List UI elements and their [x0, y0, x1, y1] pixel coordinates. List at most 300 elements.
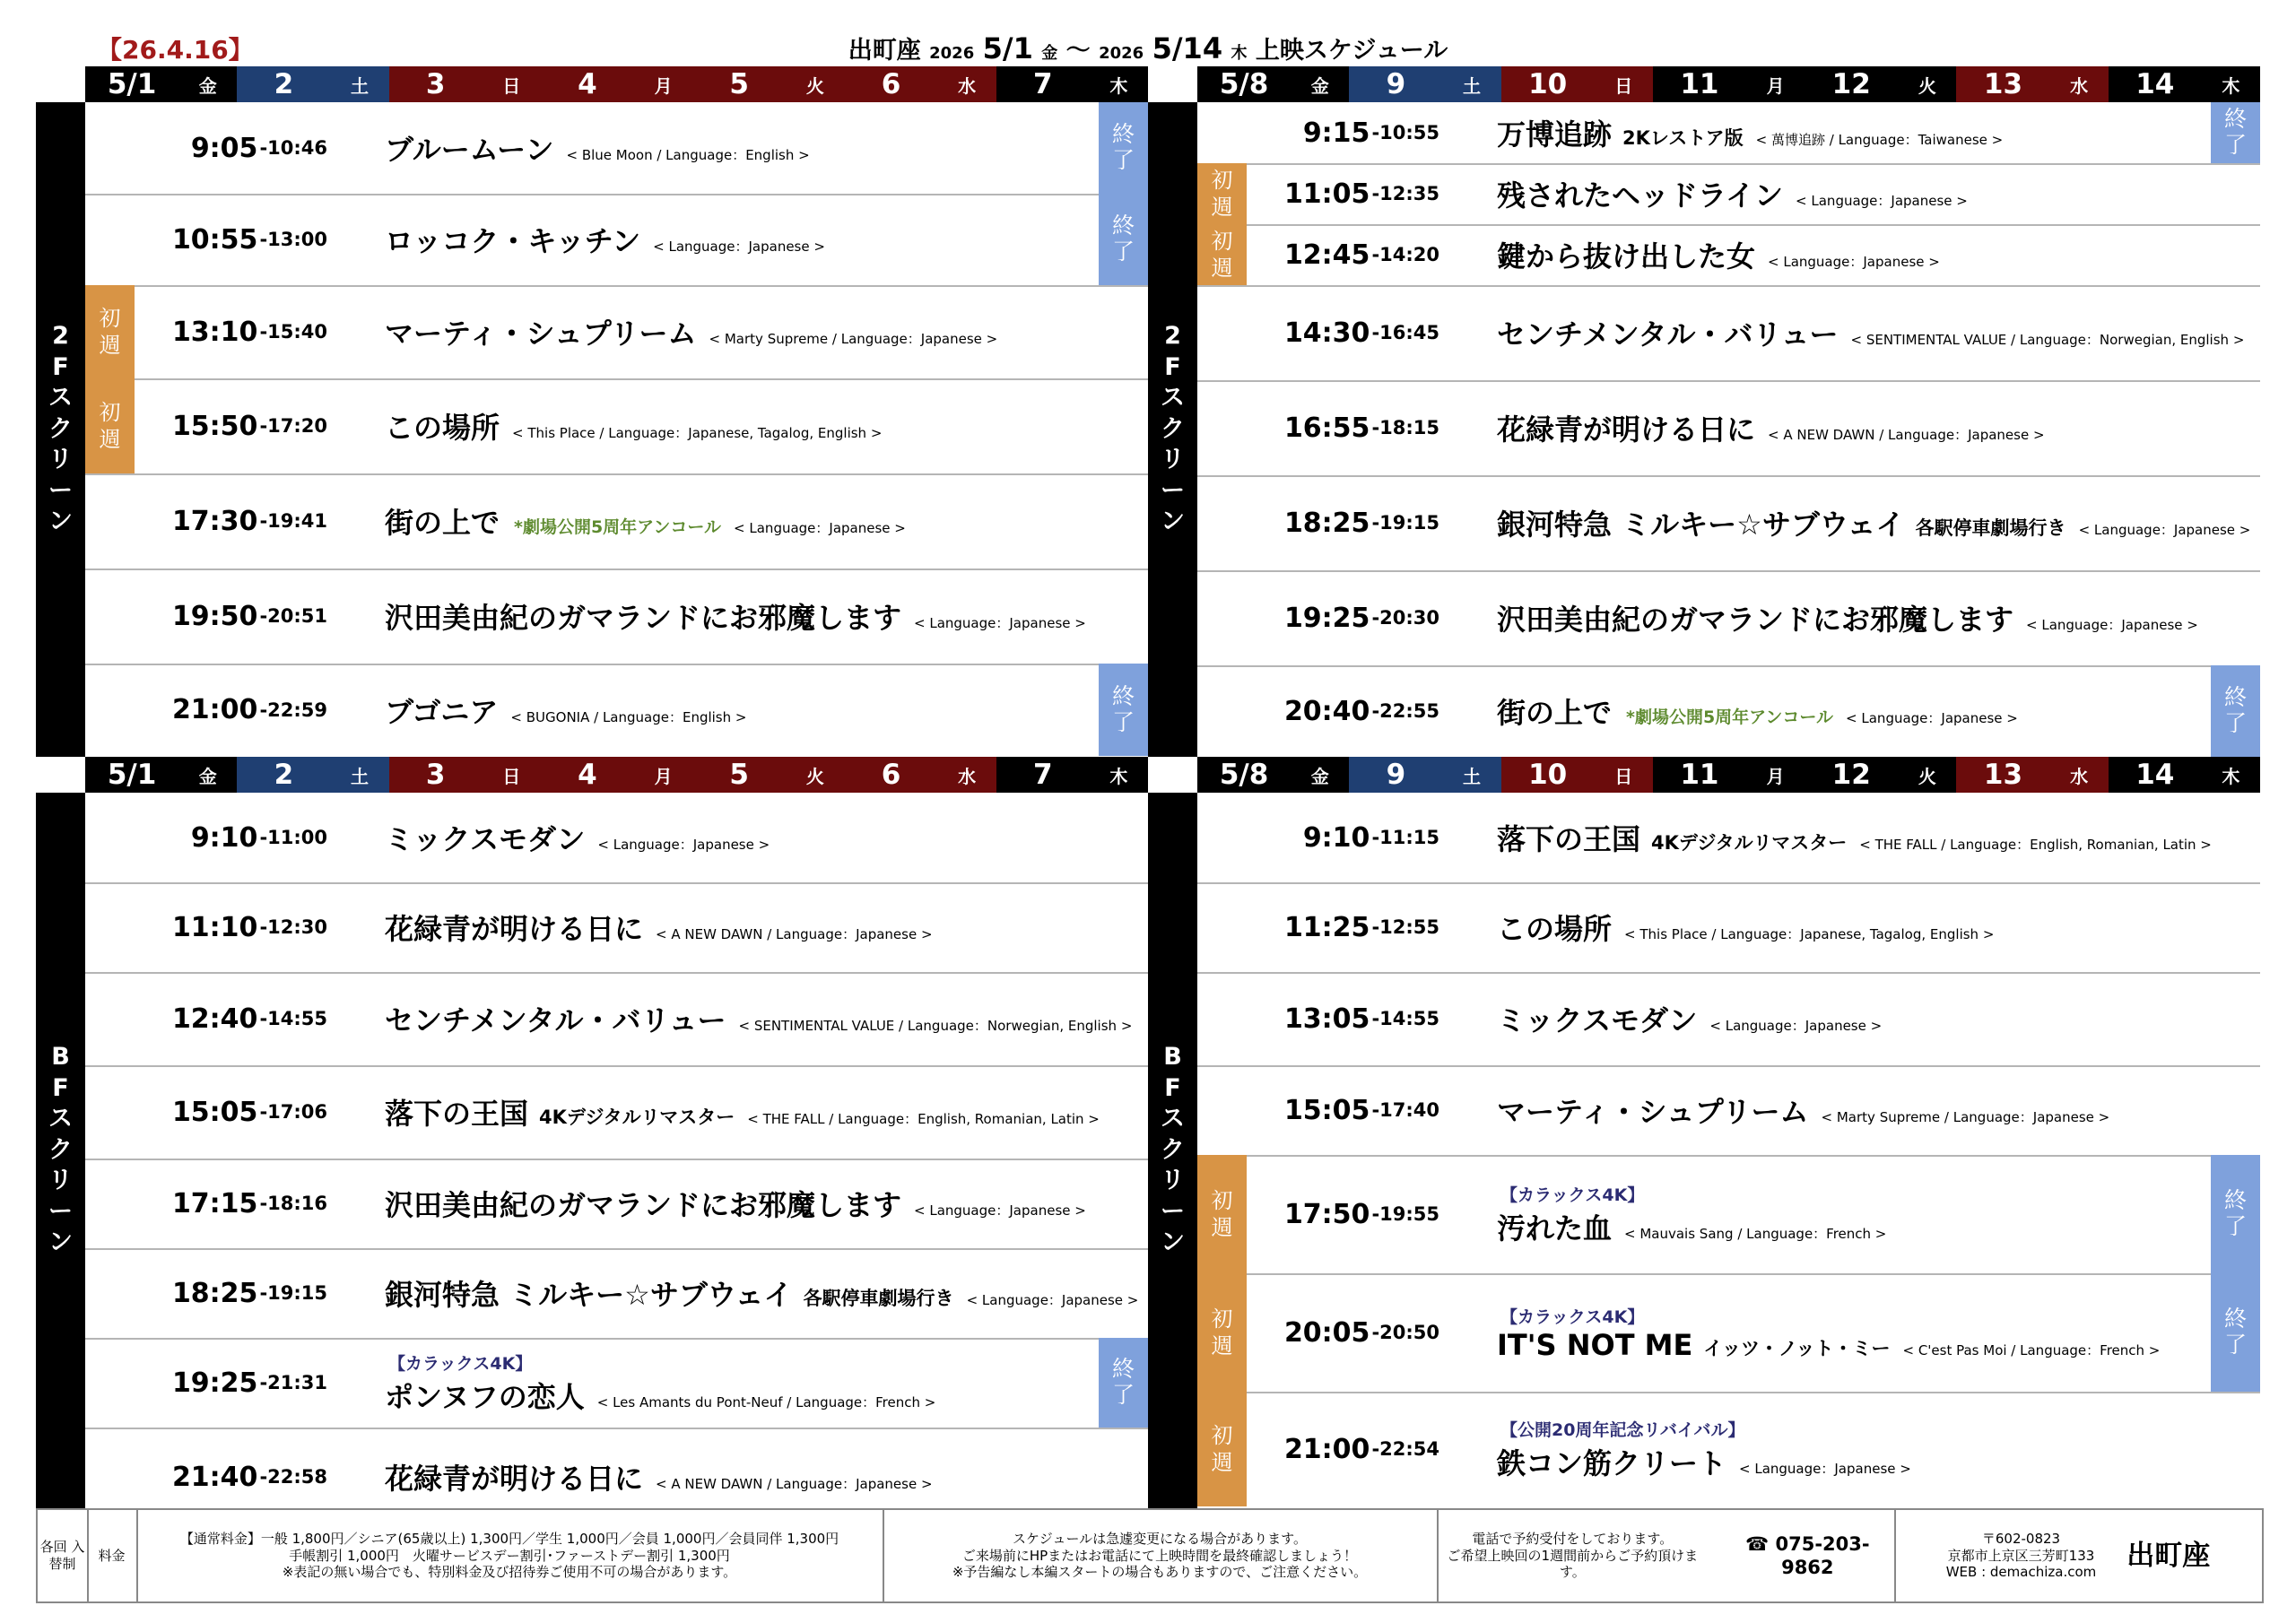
glyph: リ	[1161, 1167, 1185, 1195]
glyph: 週	[1211, 1450, 1233, 1475]
film-title[interactable]: ブルームーン	[385, 133, 554, 167]
film-title[interactable]: 花緑青が明ける日に	[385, 912, 644, 946]
glyph: ン	[48, 508, 73, 536]
film-title[interactable]: 街の上で	[385, 506, 500, 540]
glyph: 了	[1111, 239, 1135, 265]
showtime	[85, 1248, 327, 1338]
date-number: 9	[1386, 68, 1406, 100]
film-info	[385, 664, 1094, 756]
glyph: 初	[1211, 1306, 1233, 1332]
date-number: 12	[1831, 759, 1871, 791]
title-line	[1497, 312, 2245, 353]
end-time: -17:20	[259, 415, 327, 437]
glyph: 了	[2223, 710, 2247, 736]
film-title[interactable]: 花緑青が明ける日に	[385, 1462, 644, 1496]
film-title[interactable]: 銀河特急 ミルキー☆サブウェイ	[385, 1278, 793, 1312]
showtime	[85, 568, 327, 664]
start-time: 19:25	[171, 1367, 258, 1399]
glyph: 週	[99, 333, 121, 358]
schedule-row[interactable]	[1197, 665, 2260, 757]
schedule-row[interactable]	[1197, 793, 2260, 884]
schedule-row[interactable]	[1197, 102, 2260, 165]
weekday: 金	[198, 765, 217, 787]
schedule-row[interactable]	[1197, 1155, 2260, 1275]
end-time: -12:30	[259, 916, 327, 938]
date-number: 7	[1032, 759, 1053, 791]
weekday: 木	[2222, 765, 2240, 787]
film-title[interactable]: ロッコク・キッチン	[385, 224, 641, 258]
glyph: ク	[48, 1135, 73, 1164]
date-cell	[844, 66, 996, 102]
film-info	[385, 378, 1094, 473]
film-language: < Language：Japanese >	[2078, 522, 2251, 538]
start-time: 10:55	[171, 223, 258, 256]
film-title[interactable]: この場所	[1497, 912, 1613, 946]
ending-badge	[2211, 1273, 2260, 1392]
start-time: 19:50	[171, 600, 258, 632]
schedule-row[interactable]	[1197, 972, 2260, 1067]
footer-phone[interactable]: ☎ 075-203-9862	[1745, 1532, 1870, 1578]
end-time: -19:15	[259, 1282, 327, 1304]
date-number: 10	[1528, 68, 1568, 100]
glyph: 終	[2223, 1187, 2247, 1214]
weekday: 火	[1918, 74, 1936, 97]
film-title[interactable]: 残されたヘッドライン	[1497, 178, 1784, 213]
date-cell	[692, 757, 844, 793]
end-time: -16:45	[1371, 322, 1439, 343]
showtime	[85, 972, 327, 1065]
film-title[interactable]: 落下の王国	[385, 1097, 529, 1131]
film-info	[1497, 285, 2245, 380]
film-language: < This Place / Language：Japanese, Tagalog, English >	[1624, 926, 1995, 942]
date-cell	[1805, 66, 1956, 102]
film-title[interactable]: センチメンタル・バリュー	[385, 1003, 726, 1037]
film-title[interactable]: 銀河特急 ミルキー☆サブウェイ	[1497, 508, 1905, 542]
end-time: -10:46	[259, 137, 327, 159]
end-time: -12:35	[1371, 183, 1439, 204]
weekday: 月	[1766, 74, 1785, 97]
date-number: 3	[425, 68, 446, 100]
title-line	[385, 1091, 1100, 1133]
schedule-row[interactable]	[85, 568, 1148, 665]
tag-line	[1497, 1182, 2206, 1206]
weekday: 金	[1310, 74, 1329, 97]
film-language: < Blue Moon / Language：English >	[566, 147, 810, 163]
footer-notice: スケジュールは急遽変更になる場合があります。 ご来場前にHPまたはお電話にて上映時間を最終確認しましょう！ ※予告編なし本編スタートの場合もありますので、ご注意ください。	[883, 1510, 1439, 1601]
weekday: 水	[2070, 74, 2089, 97]
film-language: < Les Amants du Pont-Neuf / Language：French >	[596, 1393, 936, 1410]
film-title[interactable]: 沢田美由紀のガマランドにお邪魔します	[1497, 603, 2014, 637]
date-number: 10	[1528, 759, 1568, 791]
film-info	[1497, 163, 2206, 224]
schedule-row[interactable]	[85, 102, 1148, 195]
glyph: 終	[2223, 1306, 2247, 1332]
end-time: -21:31	[259, 1372, 327, 1393]
schedule-row[interactable]	[85, 1159, 1148, 1250]
showtime	[85, 285, 327, 378]
title-line	[385, 907, 1094, 948]
start-time: 17:15	[171, 1187, 258, 1219]
film-title[interactable]: 落下の王国	[1497, 822, 1641, 856]
film-info	[1497, 1065, 2206, 1155]
weekday: 木	[1109, 74, 1128, 97]
title-line	[1497, 690, 2206, 732]
title-line	[385, 1183, 1094, 1224]
title-line	[1497, 907, 2206, 948]
film-language: < C'est Pas Moi / Language：French >	[1902, 1341, 2161, 1358]
film-title[interactable]: 汚れた血	[1497, 1211, 1613, 1245]
date-cell	[1501, 66, 1653, 102]
start-time: 12:45	[1283, 239, 1370, 271]
date-number: 13	[1983, 68, 2023, 100]
film-edition: 4Kデジタルリマスター	[1651, 832, 1848, 854]
date-number: 12	[1831, 68, 1871, 100]
glyph: 了	[2223, 1332, 2247, 1358]
film-language: < Language：Japanese >	[1768, 254, 1940, 270]
film-language: < A NEW DAWN / Language：Japanese >	[1768, 427, 2045, 443]
end-time: -11:00	[259, 827, 327, 848]
film-language: < Language：Japanese >	[914, 615, 1086, 631]
film-title[interactable]: ブゴニア	[385, 694, 499, 729]
film-info	[385, 1065, 1100, 1159]
date-cell	[1197, 757, 1349, 793]
series-tag: 【カラックス4K】	[388, 1353, 533, 1374]
date-cell	[1653, 757, 1805, 793]
film-title[interactable]: 花緑青が明ける日に	[1497, 412, 1756, 447]
schedule-row[interactable]	[1197, 285, 2260, 382]
schedule-row[interactable]	[85, 194, 1148, 287]
end-time: -17:06	[259, 1101, 327, 1123]
showtime	[1197, 793, 1439, 882]
film-info	[385, 194, 1094, 285]
glyph: 了	[2223, 1213, 2247, 1239]
schedule-row[interactable]	[85, 1065, 1148, 1160]
film-title[interactable]: 鉄コン筋クリート	[1497, 1445, 1727, 1480]
schedule-row[interactable]	[85, 793, 1148, 884]
weekday: 土	[351, 765, 369, 787]
film-language: < Language：Japanese >	[914, 1202, 1086, 1219]
glyph: 週	[1211, 195, 1233, 220]
glyph: 2	[52, 322, 69, 351]
film-title[interactable]: 鍵から抜け出した女	[1497, 239, 1756, 273]
date-number: 5	[729, 759, 749, 791]
title-line	[1497, 502, 2251, 543]
glyph: 初	[1211, 1423, 1233, 1448]
title-line	[1497, 1206, 2206, 1247]
weekday: 日	[502, 74, 521, 97]
schedule-row[interactable]	[85, 285, 1148, 380]
issue-date: 【26.4.16】	[97, 35, 254, 65]
schedule-row[interactable]	[85, 882, 1148, 974]
weekday: 金	[1310, 765, 1329, 787]
footer-swap-label: 各回 入替制	[38, 1510, 89, 1601]
start-time: 21:40	[171, 1461, 258, 1493]
end-time: -15:40	[259, 321, 327, 343]
film-title[interactable]: ミックスモダン	[1497, 1003, 1698, 1037]
title-dow-start: 金	[1041, 44, 1058, 63]
showtime	[1197, 1273, 1439, 1392]
end-time: -13:00	[259, 229, 327, 250]
date-cell	[2109, 757, 2260, 793]
showtime	[85, 473, 327, 568]
film-language: < THE FALL / Language：English, Romanian, Latin >	[747, 1111, 1100, 1127]
title-line	[1497, 1328, 2206, 1362]
start-time: 16:55	[1283, 412, 1370, 444]
weekday: 木	[2222, 74, 2240, 97]
film-info	[1497, 1392, 2206, 1506]
weekday: 水	[958, 765, 977, 787]
showtime	[85, 793, 327, 882]
film-info	[1497, 1273, 2206, 1392]
end-time: -11:15	[1371, 827, 1439, 848]
start-time: 21:00	[1283, 1433, 1370, 1465]
end-time: -22:59	[259, 699, 327, 721]
glyph: 終	[1111, 213, 1135, 239]
glyph: F	[52, 352, 69, 381]
start-time: 9:15	[1302, 117, 1370, 149]
showtime	[1197, 1065, 1439, 1155]
start-time: 17:30	[171, 505, 258, 537]
showtime	[1197, 882, 1439, 972]
film-edition: 各駅停車劇場行き	[1915, 517, 2066, 539]
showtime	[1197, 102, 1439, 163]
schedule-row[interactable]	[85, 473, 1148, 570]
start-time: 13:10	[171, 316, 258, 348]
showtime	[85, 664, 327, 756]
date-header	[1197, 757, 2260, 793]
weekday: 火	[805, 74, 824, 97]
date-cell	[1956, 757, 2108, 793]
film-language: < Marty Supreme / Language：Japanese >	[1821, 1109, 2110, 1125]
showtime	[85, 1159, 327, 1248]
date-number: 11	[1680, 759, 1719, 791]
title-line	[385, 219, 1094, 260]
title-line	[385, 998, 1133, 1039]
film-info	[385, 102, 1094, 194]
end-time: -20:51	[259, 605, 327, 627]
film-language: < Language：Japanese >	[1796, 193, 1968, 209]
glyph: 了	[1111, 1382, 1135, 1408]
schedule-row[interactable]	[85, 1248, 1148, 1340]
glyph: ー	[1161, 476, 1185, 505]
film-title[interactable]: マーティ・シュプリーム	[385, 317, 697, 351]
film-title[interactable]: この場所	[385, 411, 500, 445]
schedule-row[interactable]	[85, 1338, 1148, 1429]
weekday: 金	[198, 74, 217, 97]
date-number: 5/8	[1219, 68, 1269, 100]
film-title[interactable]: 沢田美由紀のガマランドにお邪魔します	[385, 601, 902, 635]
glyph: B	[1163, 1043, 1182, 1072]
date-cell	[389, 757, 541, 793]
weekday: 月	[654, 765, 673, 787]
film-language: < A NEW DAWN / Language：Japanese >	[656, 926, 933, 942]
date-number: 13	[1983, 759, 2023, 791]
weekday: 日	[1614, 74, 1633, 97]
weekday: 水	[958, 74, 977, 97]
ending-badge	[1099, 194, 1148, 285]
weekday: 水	[2070, 765, 2089, 787]
schedule-row[interactable]	[1197, 380, 2260, 477]
film-language: < Language：Japanese >	[2026, 617, 2198, 633]
panel-bf-week2	[1148, 757, 2260, 1508]
film-title[interactable]: マーティ・シュプリーム	[1497, 1095, 1809, 1129]
title-line	[385, 127, 1094, 169]
screen-label	[36, 102, 85, 757]
schedule-row[interactable]	[1197, 882, 2260, 974]
date-cell	[1805, 757, 1956, 793]
showtime	[85, 102, 327, 194]
glyph: 初	[1211, 229, 1233, 254]
glyph: ー	[48, 476, 73, 505]
title-line	[385, 311, 1094, 352]
film-title[interactable]: IT'S NOT ME	[1497, 1327, 1693, 1362]
schedule-row[interactable]	[1197, 1392, 2260, 1506]
start-time: 14:30	[1283, 317, 1370, 349]
series-tag: 【カラックス4K】	[1500, 1306, 1645, 1327]
film-info	[385, 793, 1094, 882]
weekday: 日	[1614, 765, 1633, 787]
encore-note: *劇場公開5周年アンコール	[1626, 707, 1834, 727]
title-tilde: ～	[1065, 37, 1091, 65]
title-line	[1497, 1441, 2206, 1482]
film-title[interactable]: ミックスモダン	[385, 822, 586, 856]
end-time: -22:54	[1371, 1438, 1439, 1460]
date-cell	[692, 66, 844, 102]
schedule-row[interactable]	[1197, 163, 2260, 226]
film-language: < Language：Japanese >	[597, 837, 770, 853]
weekday: 木	[1109, 765, 1128, 787]
film-language: < BUGONIA / Language：English >	[510, 708, 747, 725]
weekday: 月	[1766, 765, 1785, 787]
start-time: 17:50	[1283, 1198, 1370, 1230]
film-language: < This Place / Language：Japanese, Tagalog, English >	[512, 425, 883, 441]
showtime	[1197, 475, 1439, 570]
glyph: ス	[1161, 1105, 1185, 1133]
glyph: B	[51, 1043, 70, 1072]
film-title[interactable]: センチメンタル・バリュー	[1497, 317, 1839, 352]
title-dow-end: 木	[1231, 44, 1248, 63]
date-number: 5	[729, 68, 749, 100]
film-language: < Marty Supreme / Language：Japanese >	[709, 331, 998, 347]
title-line	[1497, 173, 2206, 214]
film-title[interactable]: 沢田美由紀のガマランドにお邪魔します	[385, 1188, 902, 1222]
start-time: 15:50	[171, 410, 258, 442]
glyph: 了	[1111, 147, 1135, 173]
title-line	[385, 595, 1094, 637]
title-line	[385, 817, 1094, 858]
schedule-row[interactable]	[85, 972, 1148, 1067]
film-info	[1497, 882, 2206, 972]
film-info	[1497, 665, 2206, 757]
weekday: 土	[1463, 74, 1481, 97]
film-info	[1497, 1155, 2206, 1273]
film-info	[1497, 793, 2212, 882]
glyph: 了	[1111, 708, 1135, 735]
film-info	[1497, 380, 2206, 475]
film-title[interactable]: 街の上で	[1497, 696, 1613, 730]
showtime	[1197, 285, 1439, 380]
date-number: 11	[1680, 68, 1719, 100]
film-title[interactable]: 万博追跡	[1497, 117, 1613, 152]
film-language: < 萬博追跡 / Language：Taiwanese >	[1755, 132, 2004, 148]
screen-label	[1148, 102, 1197, 757]
showtime	[85, 194, 327, 285]
start-time: 21:00	[171, 694, 258, 725]
title-date-end: 5/14	[1152, 31, 1223, 65]
glyph: ス	[48, 1105, 73, 1133]
panel-2f-week1	[36, 66, 1148, 757]
glyph: リ	[48, 1167, 73, 1195]
start-time: 9:10	[190, 821, 258, 854]
film-language: < Mauvais Sang / Language：French >	[1624, 1225, 1887, 1242]
showtime	[1197, 1392, 1439, 1506]
glyph: 初	[1211, 1188, 1233, 1213]
end-time: -14:55	[1371, 1008, 1439, 1029]
end-time: -22:58	[259, 1466, 327, 1488]
date-cell	[2109, 66, 2260, 102]
film-title[interactable]: ポンヌフの恋人	[385, 1379, 585, 1414]
tag-line	[1497, 1304, 2206, 1328]
date-cell	[541, 757, 692, 793]
showtime	[85, 1065, 327, 1159]
film-info	[385, 285, 1094, 378]
film-info	[385, 882, 1094, 972]
showtime	[1197, 665, 1439, 757]
tag-line	[385, 1350, 1094, 1375]
film-info	[1497, 475, 2251, 570]
title-year-end: 2026	[1099, 44, 1144, 63]
film-edition: イッツ・ノット・ミー	[1703, 1337, 1891, 1359]
showtime	[1197, 380, 1439, 475]
end-time: -19:15	[1371, 512, 1439, 534]
film-info	[1497, 570, 2206, 665]
showtime	[85, 882, 327, 972]
glyph: 了	[2223, 132, 2247, 158]
start-time: 18:25	[1283, 507, 1370, 539]
schedule-row[interactable]	[1197, 1273, 2260, 1393]
schedule-row[interactable]	[1197, 475, 2260, 572]
film-info	[1497, 972, 2206, 1065]
schedule-row[interactable]	[1197, 224, 2260, 287]
showtime	[85, 1338, 327, 1428]
glyph: 週	[99, 427, 121, 452]
date-number: 14	[2135, 68, 2175, 100]
start-time: 11:05	[1283, 178, 1370, 210]
showtime	[1197, 163, 1439, 224]
end-time: -18:16	[259, 1193, 327, 1214]
panel-2f-week2	[1148, 66, 2260, 757]
date-cell	[844, 757, 996, 793]
date-number: 6	[881, 68, 901, 100]
date-number: 4	[578, 68, 597, 100]
schedule-row[interactable]	[1197, 1065, 2260, 1157]
weekday: 火	[805, 765, 824, 787]
schedule-row[interactable]	[1197, 570, 2260, 667]
film-info	[1497, 102, 2206, 163]
schedule-row[interactable]	[85, 378, 1148, 475]
showtime	[1197, 972, 1439, 1065]
footer-reserve-block	[1437, 1510, 1896, 1601]
encore-note: *劇場公開5周年アンコール	[514, 517, 722, 537]
film-language: < SENTIMENTAL VALUE / Language：Norwegian, English >	[1850, 332, 2245, 348]
date-cell	[1197, 66, 1349, 102]
date-number: 3	[425, 759, 446, 791]
date-header	[85, 66, 1148, 102]
schedule-row[interactable]	[85, 664, 1148, 756]
end-time: -14:20	[1371, 244, 1439, 265]
date-cell	[237, 66, 388, 102]
date-number: 5/1	[107, 759, 157, 791]
